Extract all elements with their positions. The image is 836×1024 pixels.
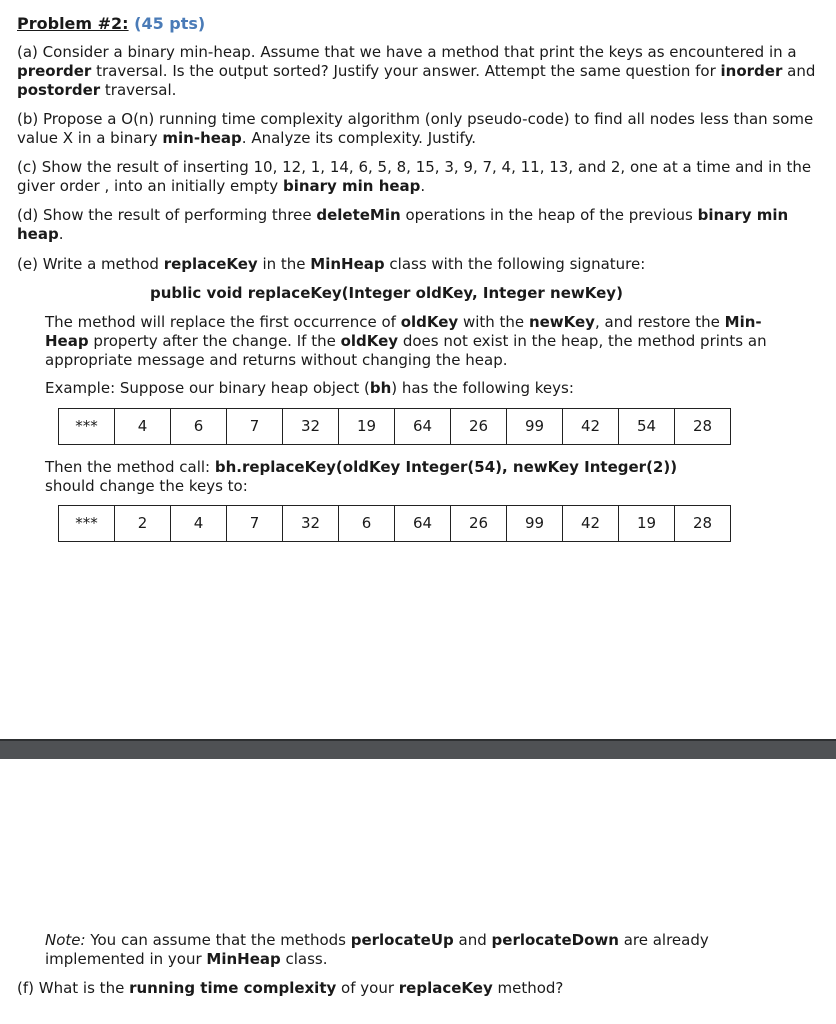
part-d: (d) Show the result of performing three deleteMin operations in the heap of the previous binary min heap. <box>17 206 789 243</box>
heap-cell: 19 <box>619 506 675 542</box>
heap-cell: 28 <box>675 506 731 542</box>
heap-cell: 64 <box>395 409 451 445</box>
part-f: (f) What is the running time complexity of your replaceKey method? <box>17 979 564 997</box>
page-divider-bar <box>0 739 836 759</box>
part-b: (b) Propose a O(n) running time complexity algorithm (only pseudo-code) to find all nodes less than some value X in a binary min-heap. Analyze its complexity. Justify. <box>17 110 814 147</box>
heap-cell: 7 <box>227 506 283 542</box>
heap-array-after <box>58 505 731 542</box>
heap-cell: 6 <box>339 506 395 542</box>
heap-cell: 64 <box>395 506 451 542</box>
heap-cell: 19 <box>339 409 395 445</box>
problem-label: Problem #2: <box>17 14 129 33</box>
heap-cell: 28 <box>675 409 731 445</box>
heap-cell: 7 <box>227 409 283 445</box>
heap-cell: 4 <box>171 506 227 542</box>
problem-title <box>17 14 205 33</box>
method-signature: public void replaceKey(Integer oldKey, Integer newKey) <box>150 284 623 302</box>
heap-cell: 99 <box>507 409 563 445</box>
heap-cell: 6 <box>171 409 227 445</box>
heap-cell: 42 <box>563 506 619 542</box>
heap-cell: 32 <box>283 506 339 542</box>
heap-cell: 26 <box>451 409 507 445</box>
part-c: (c) Show the result of inserting 10, 12, 1, 14, 6, 5, 8, 15, 3, 9, 7, 4, 11, 13, and 2, one at a time and in the giver order , into an initially empty binary min heap. <box>17 158 812 195</box>
heap-cell: *** <box>59 506 115 542</box>
heap-cell: 99 <box>507 506 563 542</box>
heap-cell: 4 <box>115 409 171 445</box>
heap-cell: 2 <box>115 506 171 542</box>
then-call-text: Then the method call: bh.replaceKey(oldKey Integer(54), newKey Integer(2)) should change the keys to: <box>45 458 678 495</box>
part-a: (a) Consider a binary min-heap. Assume that we have a method that print the keys as encountered in a preorder traversal. Is the output sorted? Justify your answer. Attempt the same question for inorder and postorder traversal. <box>17 43 816 99</box>
heap-cell: 32 <box>283 409 339 445</box>
problem-points: (45 pts) <box>134 14 206 33</box>
example-text: Example: Suppose our binary heap object (bh) has the following keys: <box>45 379 574 397</box>
heap-cell: 42 <box>563 409 619 445</box>
heap-cell: 26 <box>451 506 507 542</box>
heap-array-before <box>58 408 731 445</box>
heap-cell: 54 <box>619 409 675 445</box>
part-e: (e) Write a method replaceKey in the MinHeap class with the following signature: <box>17 255 646 273</box>
heap-cell: *** <box>59 409 115 445</box>
method-description: The method will replace the first occurrence of oldKey with the newKey, and restore the Min-Heap property after the change. If the oldKey does not exist in the heap, the method prints an appropriate message and returns without changing the heap. <box>45 313 767 369</box>
note-text: Note: You can assume that the methods perlocateUp and perlocateDown are already implemented in your MinHeap class. <box>45 931 709 968</box>
